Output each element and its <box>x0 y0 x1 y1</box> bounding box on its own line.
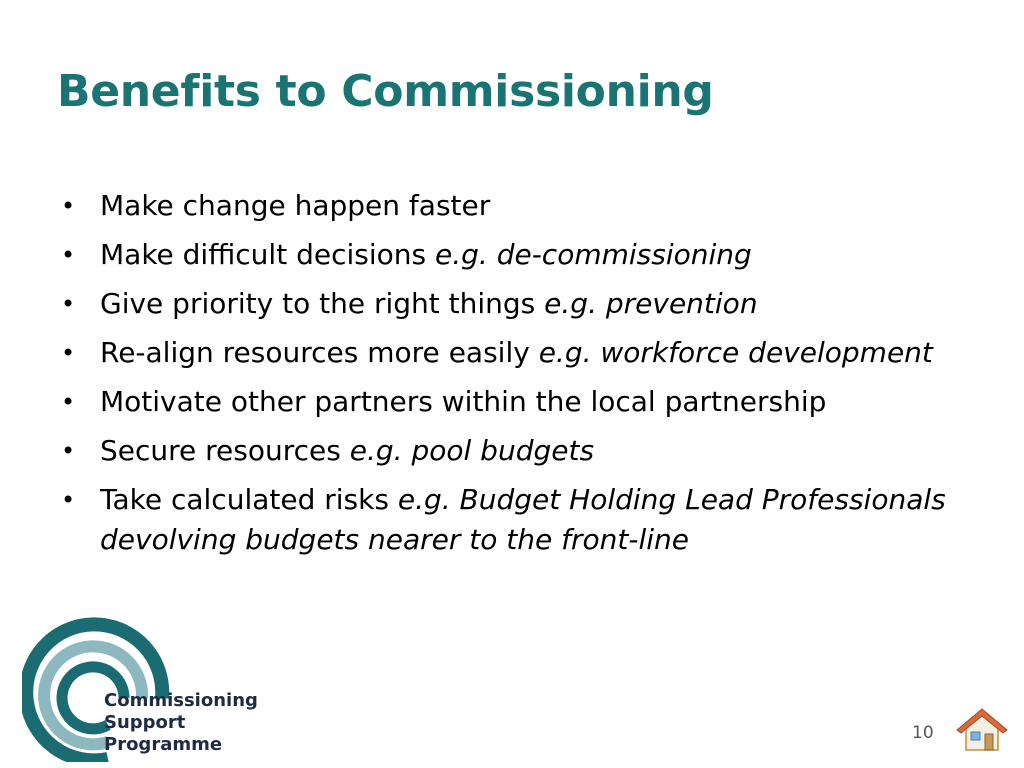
bullet-marker: • <box>61 241 76 269</box>
bullet-text: Take calculated risks <box>100 483 398 516</box>
bullet-example: e.g. pool budgets <box>349 434 595 467</box>
bullet-list <box>57 186 957 569</box>
bullet-example: e.g. prevention <box>544 287 758 320</box>
page-number: 10 <box>912 723 934 743</box>
bullet-text: Make change happen faster <box>100 189 491 222</box>
bullet-item <box>57 333 957 373</box>
bullet-marker: • <box>61 290 76 318</box>
bullet-example: e.g. workforce development <box>538 336 933 369</box>
bullet-marker: • <box>61 388 76 416</box>
logo-line: Support <box>104 712 186 733</box>
bullet-example: e.g. Budget Holding Lead Professionals devolving budgets nearer to the front-line <box>100 483 946 556</box>
bullet-text: Make difficult decisions <box>100 238 435 271</box>
bullet-item <box>57 431 957 471</box>
bullet-marker: • <box>61 192 76 220</box>
bullet-marker: • <box>61 486 76 514</box>
logo-wordmark <box>104 690 258 756</box>
bullet-item <box>57 235 957 275</box>
bullet-item <box>57 284 957 324</box>
bullet-text: Motivate other partners within the local partnership <box>100 385 827 418</box>
bullet-marker: • <box>61 437 76 465</box>
logo-line: Programme <box>104 734 223 755</box>
bullet-item <box>57 480 957 560</box>
home-icon[interactable] <box>954 704 1010 754</box>
bullet-item <box>57 382 957 422</box>
logo-line: Commissioning <box>104 690 258 711</box>
bullet-text: Give priority to the right things <box>100 287 545 320</box>
bullet-text: Secure resources <box>100 434 350 467</box>
bullet-marker: • <box>61 339 76 367</box>
bullet-example: e.g. de-commissioning <box>435 238 752 271</box>
bullet-item <box>57 186 957 226</box>
slide-title: Benefits to Commissioning <box>57 66 714 117</box>
bullet-text: Re-align resources more easily <box>100 336 539 369</box>
